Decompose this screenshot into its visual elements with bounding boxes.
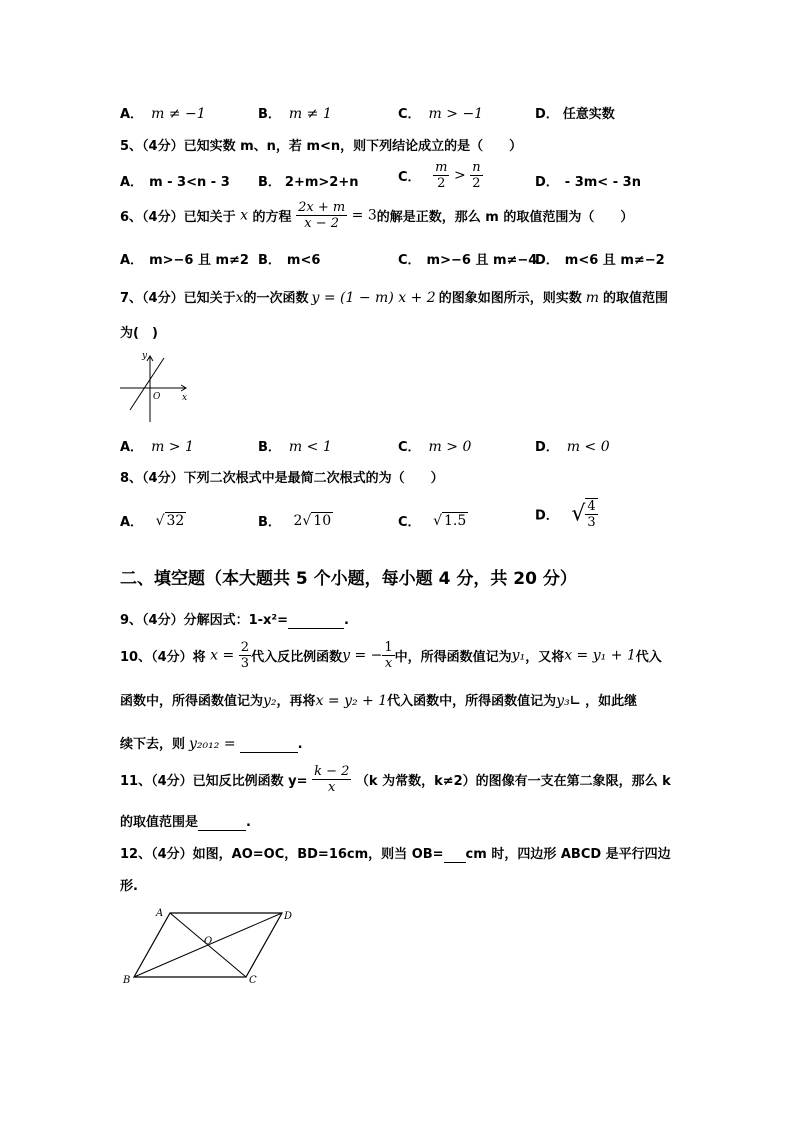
q7-function-graph [116,348,196,428]
square-root: √ $\frac{4}{3}$ [571,499,596,530]
vertex-label-a: A [156,908,164,919]
square-root: 2√ 10 [293,513,332,529]
q6-option-b: B． m<6 [258,253,321,268]
q4-option-a: A． m ≠ −1 [120,106,206,122]
fraction: $\frac{1}{x}$ [384,640,393,671]
q7-option-b: B． m < 1 [258,439,332,455]
q7-stem: 7、（4分）已知关于x的一次函数 y = (1 − m) x + 2 的图象如图所示，则实数 m 的取值范围 [120,290,668,306]
section-title-fill-in: 二、填空题（本大题共 5 个小题，每小题 4 分，共 20 分） [120,569,577,589]
answer-blank [240,737,298,753]
fraction: $\frac{2x + m}{x - 2}$ [298,200,346,231]
vertex-label-c: C [249,975,257,986]
square-root: √ 1.5 [433,513,467,529]
q6-option-d: D． m<6 且 m≠−2 [535,253,665,268]
q7-option-a: A． m > 1 [120,439,194,455]
answer-blank [444,847,466,863]
graph-label-y: y [142,351,148,361]
graph-label-origin: O [153,392,161,402]
vertex-label-d: D [284,911,293,922]
q10-stem-line3: 续下去，则 y₂₀₁₂ = . [120,736,303,752]
q7-option-d: D． m < 0 [535,439,610,455]
q7-option-c: C． m > 0 [398,439,472,455]
q5-option-d: D． - 3m< - 3n [535,175,641,190]
q8-option-c: C． √ 1.5 [398,513,467,530]
q9-stem: 9、（4分）分解因式：1-x²= . [120,613,349,628]
fraction: $\frac{n}{2}$ [472,160,481,191]
q5-option-c: C． $\frac{m}{2}$ > $\frac{n}{2}$ [398,160,481,191]
vertex-label-b: B [123,975,131,986]
function-line [130,358,164,410]
square-root: √ 32 [155,513,185,529]
q8-option-b: B． 2√ 10 [258,513,332,530]
q5-stem: 5、（4分）已知实数 m、n，若 m<n，则下列结论成立的是（ ） [120,139,523,154]
q4-option-b: B． m ≠ 1 [258,106,332,122]
center-label-o: O [204,936,213,947]
q10-stem-line1: 10、（4分）将 x = $\frac{2}{3}$ 代入反比例函数y = − $\frac{1}{x}$ 中，所得函数值记为y₁，又将x = y₁ + 1代入 [120,640,662,671]
fraction: $\frac{k - 2}{x}$ [314,764,350,795]
q12-stem-line2: 形. [120,879,138,894]
q8-stem: 8、（4分）下列二次根式中是最简二次根式的为（ ） [120,471,444,486]
q8-option-a: A． √ 32 [120,513,185,530]
q5-option-a: A． m - 3<n - 3 [120,175,230,190]
answer-blank [198,815,246,831]
q6-option-a: A． m>−6 且 m≠2 [120,253,249,268]
fraction: $\frac{2}{3}$ [240,640,250,671]
q4-option-d: D． 任意实数 [535,107,615,122]
q11-stem-line2: 的取值范围是 . [120,815,251,830]
q8-option-d: D． √ $\frac{4}{3}$ [535,499,596,530]
q11-stem-line1: 11、（4分）已知反比例函数 y= $\frac{k - 2}{x}$ （k 为常数，k≠2）的图像有一支在第二象限，那么 k [120,764,671,795]
q7-stem-line2: 为( ) [120,326,158,341]
q6-stem: 6、（4分）已知关于 x 的方程 $\frac{2x + m}{x - 2}$ = 3的解是正数，那么 m 的取值范围为（ ） [120,200,634,231]
q5-option-b: B． 2+m>2+n [258,175,359,190]
fraction: $\frac{m}{2}$ [435,160,448,191]
answer-blank [288,613,344,629]
q10-stem-line2: 函数中，所得函数值记为y₂，再将x = y₂ + 1代入函数中，所得函数值记为y₃∟ ，如此继 [120,693,638,709]
q12-stem-line1: 12、（4分）如图，AO=OC，BD=16cm，则当 OB= cm 时，四边形 ABCD 是平行四边 [120,847,671,862]
parallelogram-figure [118,903,308,995]
q6-option-c: C． m>−6 且 m≠−4 [398,253,538,268]
graph-label-x: x [182,393,188,403]
q4-option-c: C． m > −1 [398,106,484,122]
